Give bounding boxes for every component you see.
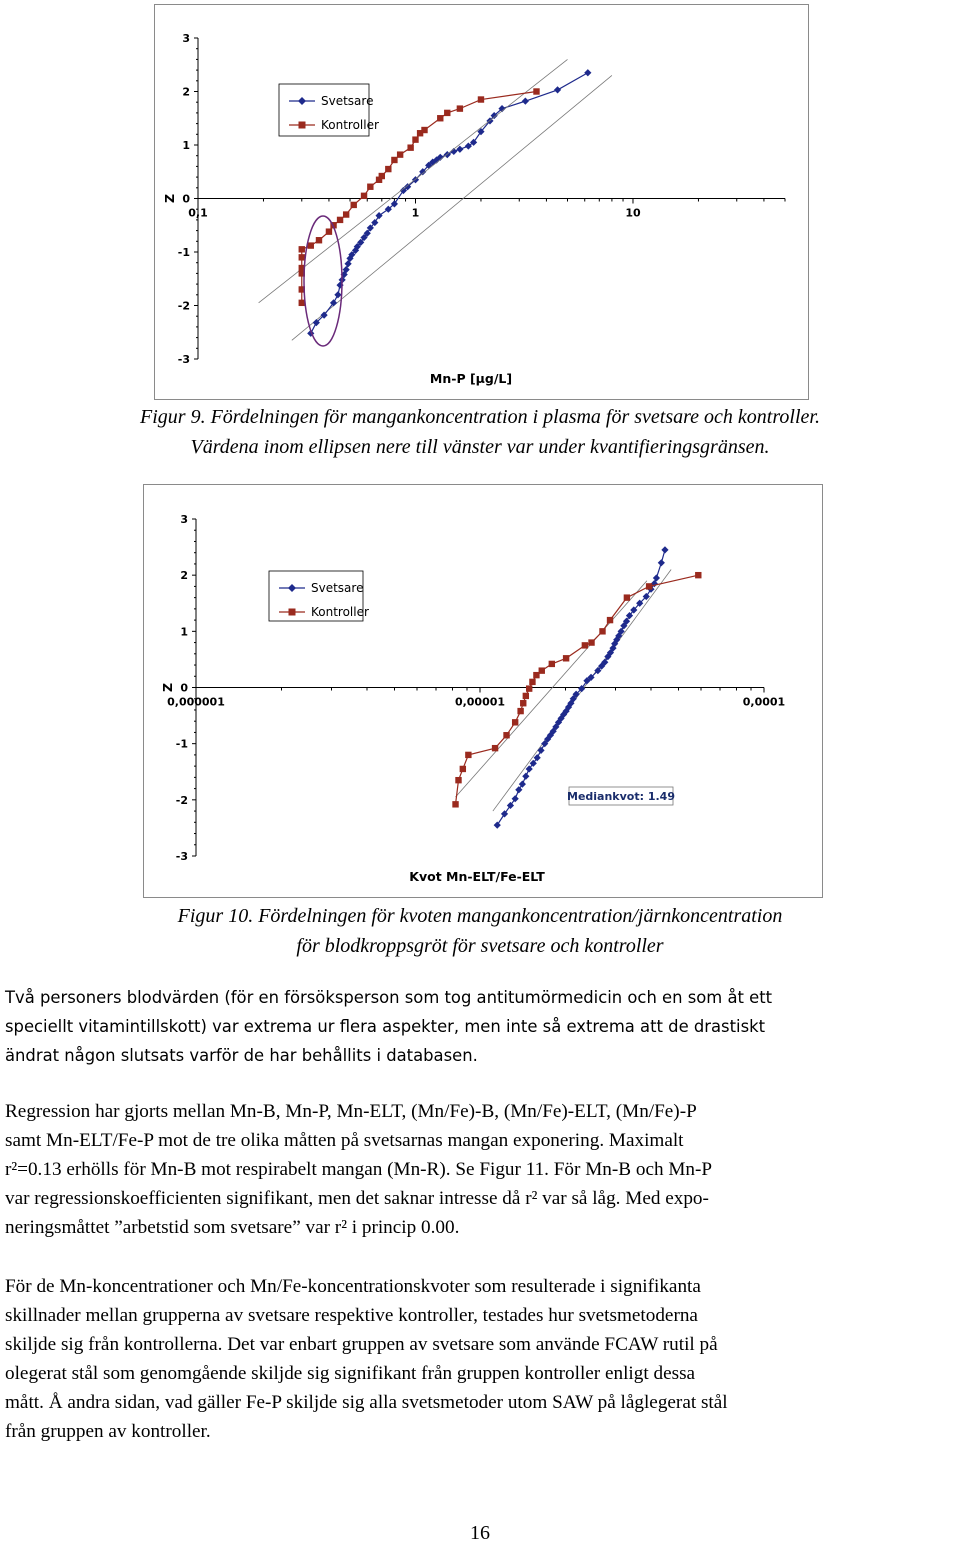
kontroller-point	[316, 237, 322, 243]
paragraph-line: r²=0.13 erhölls för Mn-B mot respirabelt mangan (Mn-R). Se Figur 11. För Mn-B och Mn-P	[5, 1159, 713, 1180]
x-axis-title: Mn-P [µg/L]	[429, 371, 513, 386]
y-tick-label: -2	[175, 793, 188, 807]
page-number: 16	[470, 1522, 490, 1544]
svetsare-point	[375, 212, 382, 219]
svetsare-point	[534, 754, 541, 761]
figure-9-caption-line-2: Värdena inom ellipsen nere till vänster var under kvantifieringsgränsen.	[190, 436, 770, 458]
kontroller-point	[624, 594, 630, 600]
y-axis-title: Z	[162, 193, 177, 204]
svetsare-point	[501, 810, 508, 817]
y-tick-label: 0	[182, 192, 190, 206]
y-tick-label: 3	[180, 513, 188, 526]
y-tick-label: 1	[180, 625, 188, 639]
svetsare-point	[507, 802, 514, 809]
kontroller-point	[421, 127, 427, 133]
kontroller-point	[367, 184, 373, 190]
svetsare-point	[584, 69, 591, 76]
paragraph-line: ändrat någon slutsats varför de har behållits i databasen.	[5, 1046, 478, 1065]
paragraph-line: Två personers blodvärden (för en försöksperson som tog antitumörmedicin och en som åt ett	[5, 988, 773, 1007]
kontroller-point	[337, 217, 343, 223]
quantification-limit-ellipse	[304, 216, 342, 346]
paragraph-line: Regression har gjorts mellan Mn-B, Mn-P, Mn-ELT, (Mn/Fe)-B, (Mn/Fe)-ELT, (Mn/Fe)-P	[5, 1101, 697, 1122]
y-tick-label: 3	[182, 32, 190, 45]
paragraph-line: neringsmåttet ”arbetstid som svetsare” var r² i princip 0.00.	[5, 1217, 460, 1238]
legend-label: Svetsare	[321, 94, 374, 108]
svetsare-point	[456, 146, 463, 153]
x-tick-label: 10	[625, 206, 641, 220]
x-tick-label: 0,000001	[167, 695, 225, 709]
kontroller-point	[539, 667, 545, 673]
y-tick-label: 0	[180, 681, 188, 695]
figure-10-chart	[143, 484, 823, 898]
kontroller-point	[533, 88, 539, 94]
y-tick-label: -1	[175, 737, 188, 751]
kontroller-point	[512, 719, 518, 725]
kontroller-point	[460, 766, 466, 772]
legend-label: Svetsare	[311, 581, 364, 595]
y-tick-label: -1	[177, 246, 190, 259]
paragraph-outliers	[5, 983, 960, 1070]
kontroller-point	[391, 157, 397, 163]
paragraph-regression	[5, 1097, 960, 1242]
y-axis-title: Z	[160, 682, 175, 693]
x-axis-title: Kvot Mn-ELT/Fe-ELT	[409, 869, 545, 884]
median-ratio-label: Mediankvot: 1.49	[567, 790, 675, 803]
paragraph-line: skillnader mellan grupperna av svetsare respektive kontroller, testades hur svetsmetoderna	[5, 1305, 698, 1326]
kontroller-point	[523, 693, 529, 699]
kontroller-point	[343, 211, 349, 217]
paragraph-line: från gruppen av kontroller.	[5, 1421, 211, 1442]
svetsare-point	[494, 822, 501, 829]
legend-label: Kontroller	[321, 118, 379, 132]
y-tick-label: -2	[177, 299, 190, 313]
kontroller-point	[299, 300, 305, 306]
paragraph-welding-methods	[5, 1272, 960, 1446]
kontroller-point	[599, 628, 605, 634]
kontroller-point	[492, 745, 498, 751]
kontroller-point	[397, 151, 403, 157]
kontroller-point	[407, 144, 413, 150]
legend-label: Kontroller	[311, 605, 369, 619]
kontroller-point	[503, 732, 509, 738]
svetsare-point	[658, 559, 665, 566]
figure-9-caption	[0, 402, 960, 462]
kontroller-point	[308, 242, 314, 248]
paragraph-line: olegerat stål som genomgående skiljde sig signifikant från gruppen kontroller enligt dessa	[5, 1363, 696, 1384]
kontroller-point	[385, 166, 391, 172]
x-tick-label: 0,00001	[454, 695, 506, 709]
kontroller-point	[520, 700, 526, 706]
x-tick-label: 1	[411, 206, 420, 220]
svetsare-point	[522, 98, 529, 105]
kontroller-point	[455, 777, 461, 783]
y-tick-label: 2	[180, 569, 188, 583]
kontroller-point	[299, 254, 305, 260]
legend-marker	[299, 122, 306, 129]
figure-10-plot	[144, 485, 822, 897]
kontroller-point	[563, 655, 569, 661]
kontroller-point	[351, 202, 357, 208]
y-tick-label: 2	[182, 85, 190, 99]
kontroller-point	[517, 708, 523, 714]
kontroller-point	[549, 661, 555, 667]
svetsare-point	[522, 773, 529, 780]
kontroller-point	[607, 617, 613, 623]
paragraph-line: speciellt vitamintillskott) var extrema ur flera aspekter, men inte så extrema att de drastiskt	[5, 1017, 766, 1036]
kontroller-point	[588, 639, 594, 645]
kontroller-point	[326, 228, 332, 234]
kontroller-point	[695, 572, 701, 578]
x-tick-label: 0,1	[188, 206, 208, 220]
kontroller-point	[361, 193, 367, 199]
kontroller-point	[465, 752, 471, 758]
y-tick-label: -3	[175, 850, 188, 863]
paragraph-line: För de Mn-koncentrationer och Mn/Fe-koncentrationskvoter som resulterade i signifikanta	[5, 1276, 701, 1297]
figure-9-chart	[154, 4, 809, 400]
y-tick-label: 1	[182, 139, 190, 152]
svetsare-point	[512, 795, 519, 802]
svetsare-point	[661, 546, 668, 553]
svetsare-point	[537, 747, 544, 754]
kontroller-point	[457, 105, 463, 111]
svetsare-point	[515, 786, 522, 793]
kontroller-point	[299, 246, 305, 252]
figure-9-plot	[155, 5, 808, 399]
paragraph-line: samt Mn-ELT/Fe-P mot de tre olika måtten på svetsarnas mangan exponering. Maximalt	[5, 1130, 684, 1151]
legend-marker	[289, 609, 296, 616]
svetsare-point	[554, 86, 561, 93]
paragraph-line: skiljde sig från kontrollerna. Det var enbart gruppen av svetsare som använde FCAW rutil på	[5, 1334, 718, 1355]
kontroller-point	[379, 173, 385, 179]
paragraph-line: mått. Å andra sidan, vad gäller Fe-P skiljde sig alla svetsmetoder utom SAW på låglegerat stål	[5, 1392, 728, 1413]
kontroller-point	[478, 96, 484, 102]
kontroller-point	[526, 685, 532, 691]
kontroller-point	[582, 642, 588, 648]
kontroller-point	[437, 115, 443, 121]
kontroller-point	[529, 679, 535, 685]
y-tick-label: -3	[177, 353, 190, 366]
kontroller-point	[412, 136, 418, 142]
figure-10-caption-line-1: Figur 10. Fördelningen för kvoten mangankoncentration/järnkoncentration	[177, 905, 783, 927]
figure-10-caption-line-2: för blodkroppsgröt för svetsare och kontroller	[296, 935, 664, 957]
svetsare-point	[519, 781, 526, 788]
x-tick-label: 0,0001	[742, 695, 786, 709]
svetsare-point	[334, 291, 341, 298]
kontroller-point	[444, 110, 450, 116]
paragraph-line: var regressionskoefficienten signifikant, men det saknar intresse då r² var så låg. Med expo-	[5, 1188, 709, 1209]
kontroller-series-line	[456, 575, 699, 804]
kontroller-trend-line	[456, 581, 647, 797]
figure-10-caption	[0, 901, 960, 961]
kontroller-point	[452, 801, 458, 807]
kontroller-point	[646, 583, 652, 589]
figure-9-caption-line-1: Figur 9. Fördelningen för mangankoncentration i plasma för svetsare och kontroller.	[140, 406, 820, 428]
